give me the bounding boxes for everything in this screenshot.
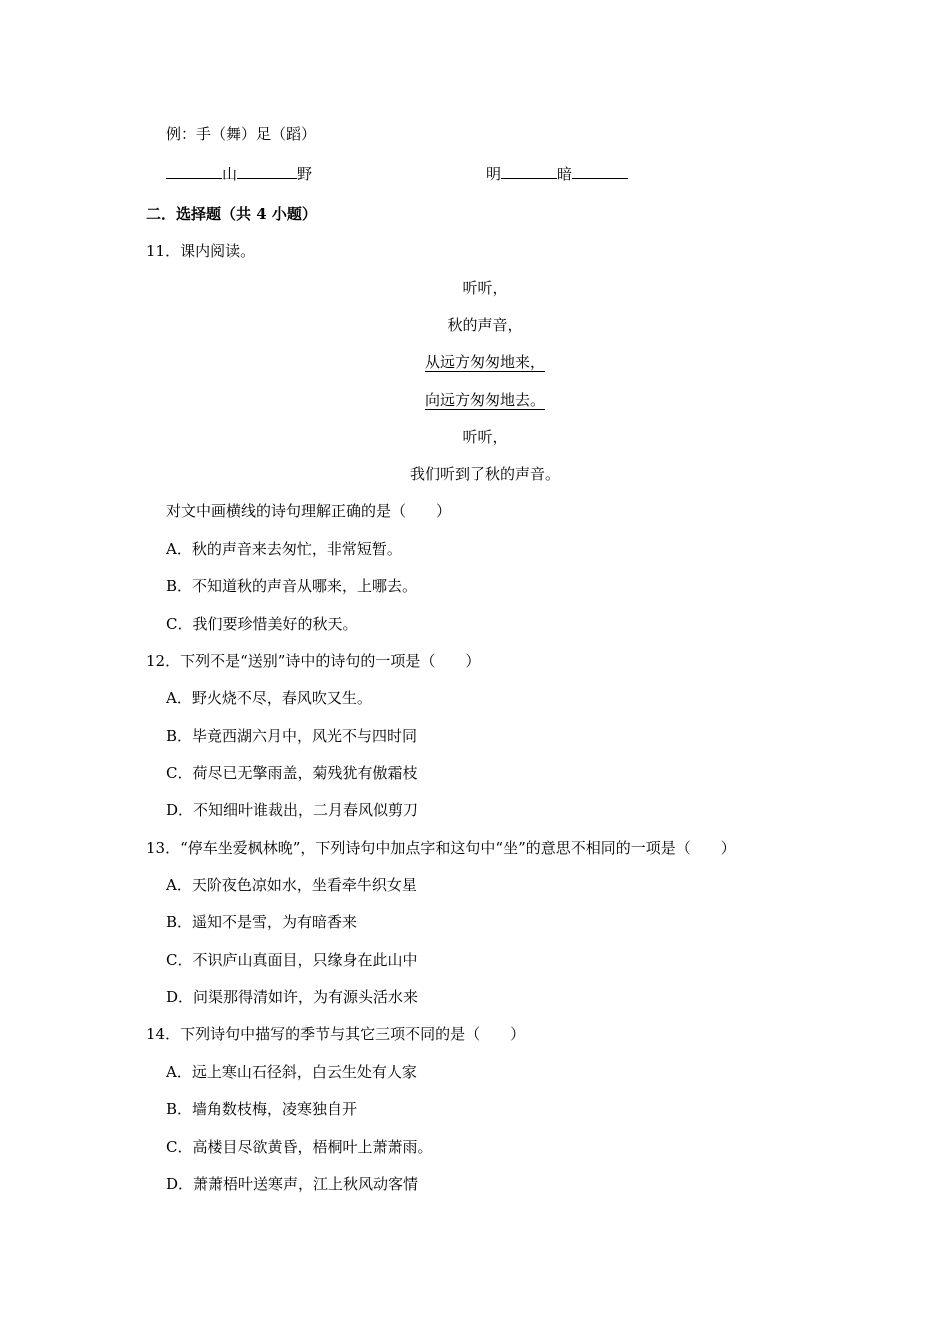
blank-end-char: 野 bbox=[297, 165, 313, 183]
fill-blank-row-2 bbox=[486, 164, 628, 184]
option-a[interactable]: A．野火烧不尽，春风吹又生。 bbox=[166, 689, 372, 707]
question-number: 12． bbox=[146, 652, 181, 670]
example-text: 例：手（舞）足（蹈） bbox=[166, 125, 317, 143]
blank-field[interactable] bbox=[501, 164, 557, 179]
option-b[interactable]: B．遥知不是雪，为有暗香来 bbox=[166, 913, 358, 931]
question-number: 13． bbox=[146, 839, 181, 857]
question-prompt: 下列不是“送别”诗中的诗句的一项是（ ） bbox=[180, 652, 481, 670]
option-b[interactable]: B．不知道秋的声音从哪来，上哪去。 bbox=[166, 577, 418, 595]
option-a[interactable]: A．远上寒山石径斜，白云生处有人家 bbox=[166, 1063, 417, 1081]
question-text: 对文中画横线的诗句理解正确的是（ ） bbox=[166, 502, 452, 520]
poem-line: 我们听到了秋的声音。 bbox=[409, 465, 560, 483]
option-d[interactable]: D．问渠那得清如许，为有源头活水来 bbox=[166, 988, 419, 1006]
question-prompt: 课内阅读。 bbox=[180, 242, 256, 260]
option-d[interactable]: D．不知细叶谁裁出，二月春风似剪刀 bbox=[166, 801, 419, 819]
option-b[interactable]: B．毕竟西湖六月中，风光不与四时同 bbox=[166, 727, 418, 745]
poem-line-underlined: 向远方匆匆地去。 bbox=[424, 391, 545, 409]
question-12 bbox=[146, 651, 480, 671]
option-c[interactable]: C．不识庐山真面目，只缘身在此山中 bbox=[166, 951, 418, 969]
blank-field[interactable] bbox=[166, 164, 222, 179]
poem-line-underlined: 从远方匆匆地来， bbox=[424, 353, 545, 371]
option-c[interactable]: C．荷尽已无擎雨盖，菊残犹有傲霜枝 bbox=[166, 764, 418, 782]
option-c[interactable]: C．高楼目尽欲黄昏，梧桐叶上萧萧雨。 bbox=[166, 1138, 433, 1156]
blank-field[interactable] bbox=[237, 164, 297, 179]
question-number: 11． bbox=[146, 242, 181, 260]
question-number: 14． bbox=[146, 1025, 181, 1043]
question-prompt: 下列诗句中描写的季节与其它三项不同的是（ ） bbox=[180, 1025, 526, 1043]
option-a[interactable]: A．天阶夜色凉如水，坐看牵牛织女星 bbox=[166, 876, 417, 894]
option-c[interactable]: C．我们要珍惜美好的秋天。 bbox=[166, 615, 358, 633]
fill-blank-row-1 bbox=[166, 164, 312, 184]
option-b[interactable]: B．墙角数枝梅，凌寒独自开 bbox=[166, 1100, 358, 1118]
option-a[interactable]: A．秋的声音来去匆忙，非常短暂。 bbox=[166, 540, 402, 558]
question-11 bbox=[146, 241, 255, 261]
blank-field[interactable] bbox=[572, 164, 628, 179]
poem-line: 听听， bbox=[462, 428, 508, 446]
section-title: 二．选择题（共 4 小题） bbox=[146, 205, 317, 223]
blank-mid-char: 暗 bbox=[557, 165, 573, 183]
question-14 bbox=[146, 1024, 525, 1044]
blank-mid-char: 山 bbox=[222, 165, 238, 183]
poem-line: 秋的声音， bbox=[447, 316, 523, 334]
question-prompt: “停车坐爱枫林晚”，下列诗句中加点字和这句中“坐”的意思不相同的一项是（ ） bbox=[180, 839, 736, 857]
poem-line: 听听， bbox=[462, 279, 508, 297]
option-d[interactable]: D．萧萧梧叶送寒声，江上秋风动客情 bbox=[166, 1175, 419, 1193]
blank-start-char: 明 bbox=[486, 165, 502, 183]
question-13 bbox=[146, 838, 736, 858]
